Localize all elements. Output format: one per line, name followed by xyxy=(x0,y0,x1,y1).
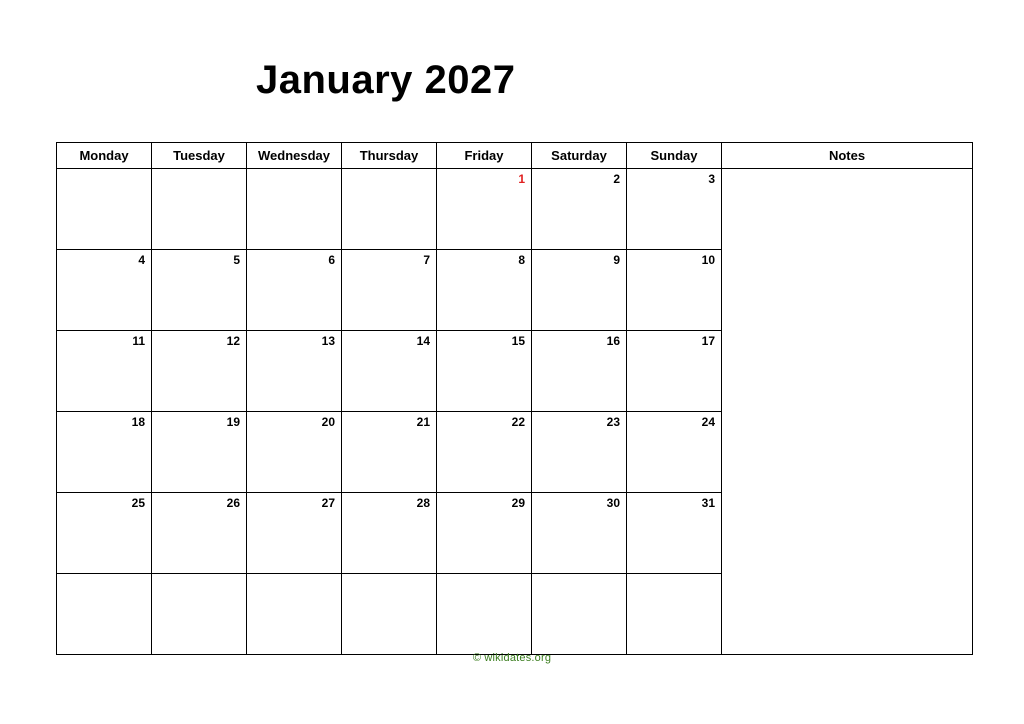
day-number: 3 xyxy=(708,172,715,186)
day-cell[interactable] xyxy=(627,574,722,655)
day-number xyxy=(437,574,531,578)
day-number xyxy=(152,169,246,173)
day-cell[interactable] xyxy=(57,331,152,412)
page-title: January 2027 xyxy=(256,58,516,102)
day-cell[interactable] xyxy=(57,412,152,493)
notes-area[interactable] xyxy=(722,169,973,655)
day-number: 4 xyxy=(138,253,145,267)
day-number: 17 xyxy=(701,334,715,348)
day-cell[interactable] xyxy=(627,169,722,250)
day-cell[interactable] xyxy=(532,169,627,250)
day-number: 28 xyxy=(416,496,430,510)
day-cell[interactable] xyxy=(437,250,532,331)
day-cell[interactable] xyxy=(152,169,247,250)
day-cell[interactable] xyxy=(627,493,722,574)
day-cell[interactable] xyxy=(437,412,532,493)
day-cell[interactable] xyxy=(437,331,532,412)
day-number: 19 xyxy=(226,415,240,429)
day-cell[interactable] xyxy=(342,169,437,250)
day-number: 26 xyxy=(226,496,240,510)
day-cell[interactable] xyxy=(247,169,342,250)
day-cell[interactable] xyxy=(152,493,247,574)
day-number xyxy=(342,574,436,578)
day-number: 5 xyxy=(233,253,240,267)
day-cell[interactable] xyxy=(342,250,437,331)
day-cell[interactable] xyxy=(247,250,342,331)
day-number xyxy=(247,574,341,578)
day-number: 31 xyxy=(701,496,715,510)
day-number xyxy=(57,574,151,578)
day-cell[interactable] xyxy=(152,574,247,655)
site-credit: © wikidates.org xyxy=(472,652,552,664)
notes-header: Notes xyxy=(722,143,973,169)
weekday-header-saturday: Saturday xyxy=(532,143,627,169)
day-number xyxy=(152,574,246,578)
day-number: 9 xyxy=(613,253,620,267)
weekday-header-wednesday: Wednesday xyxy=(247,143,342,169)
day-number: 11 xyxy=(132,334,145,348)
day-cell[interactable] xyxy=(57,574,152,655)
day-number: 1 xyxy=(518,172,525,186)
day-number: 24 xyxy=(701,415,715,429)
day-number xyxy=(342,169,436,173)
day-cell[interactable] xyxy=(57,493,152,574)
day-number: 12 xyxy=(226,334,240,348)
day-cell[interactable] xyxy=(627,250,722,331)
day-number: 6 xyxy=(328,253,335,267)
day-cell[interactable] xyxy=(152,331,247,412)
day-number: 30 xyxy=(606,496,620,510)
day-number: 13 xyxy=(321,334,335,348)
day-cell[interactable] xyxy=(532,493,627,574)
day-number: 2 xyxy=(613,172,620,186)
day-number xyxy=(247,169,341,173)
day-cell[interactable] xyxy=(247,331,342,412)
day-number: 7 xyxy=(423,253,430,267)
day-cell[interactable] xyxy=(342,331,437,412)
day-cell[interactable] xyxy=(627,331,722,412)
day-cell-holiday[interactable] xyxy=(437,169,532,250)
weekday-header-tuesday: Tuesday xyxy=(152,143,247,169)
day-cell[interactable] xyxy=(247,574,342,655)
calendar-body xyxy=(57,169,973,655)
day-number: 8 xyxy=(518,253,525,267)
weekday-header-thursday: Thursday xyxy=(342,143,437,169)
day-cell[interactable] xyxy=(532,250,627,331)
day-cell[interactable] xyxy=(57,169,152,250)
day-cell[interactable] xyxy=(532,574,627,655)
day-number: 20 xyxy=(321,415,335,429)
day-number: 22 xyxy=(511,415,525,429)
weekday-header-friday: Friday xyxy=(437,143,532,169)
day-number: 21 xyxy=(416,415,430,429)
day-cell[interactable] xyxy=(342,574,437,655)
day-number xyxy=(532,574,626,578)
day-number: 15 xyxy=(511,334,525,348)
day-number: 18 xyxy=(131,415,145,429)
day-cell[interactable] xyxy=(57,250,152,331)
weekday-header-sunday: Sunday xyxy=(627,143,722,169)
calendar-table xyxy=(56,142,973,655)
calendar-week-row xyxy=(57,169,973,250)
weekday-header-monday: Monday xyxy=(57,143,152,169)
calendar-header-row xyxy=(57,143,973,169)
day-cell[interactable] xyxy=(342,493,437,574)
day-number: 16 xyxy=(606,334,620,348)
day-number: 29 xyxy=(511,496,525,510)
day-cell[interactable] xyxy=(532,331,627,412)
day-number xyxy=(627,574,721,578)
day-cell[interactable] xyxy=(247,412,342,493)
day-cell[interactable] xyxy=(247,493,342,574)
day-cell[interactable] xyxy=(152,250,247,331)
day-cell[interactable] xyxy=(532,412,627,493)
day-number: 23 xyxy=(606,415,620,429)
day-cell[interactable] xyxy=(627,412,722,493)
day-cell[interactable] xyxy=(152,412,247,493)
day-number: 14 xyxy=(416,334,430,348)
day-cell[interactable] xyxy=(342,412,437,493)
day-number: 27 xyxy=(321,496,335,510)
day-number xyxy=(57,169,151,173)
day-number: 10 xyxy=(701,253,715,267)
day-number: 25 xyxy=(131,496,145,510)
day-cell[interactable] xyxy=(437,493,532,574)
day-cell[interactable] xyxy=(437,574,532,655)
